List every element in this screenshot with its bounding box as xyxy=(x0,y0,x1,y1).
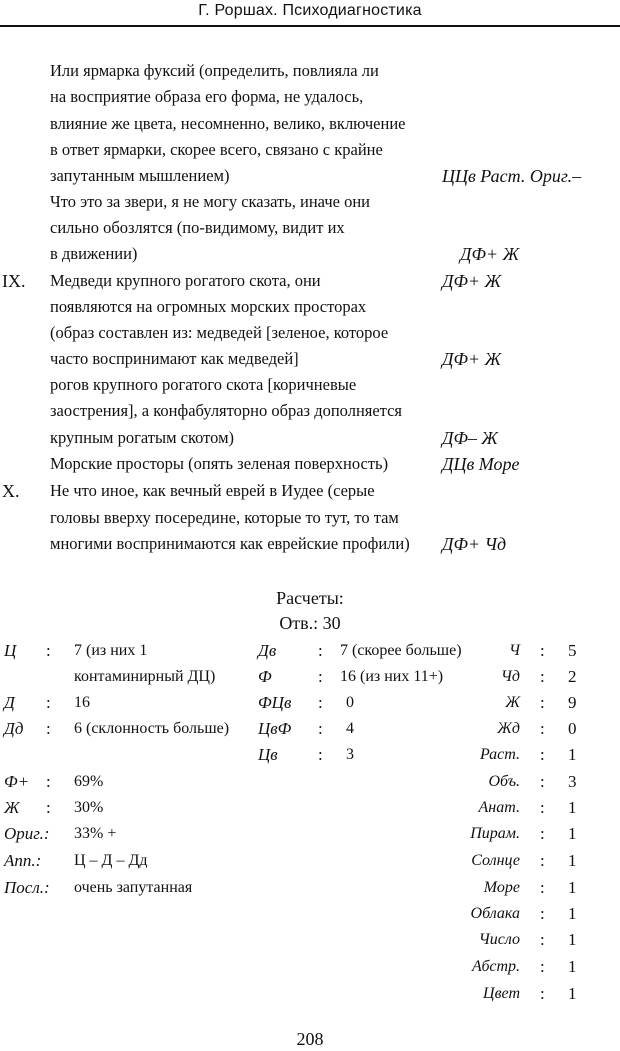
calc-value: 3 xyxy=(568,772,577,791)
calc-label: Посл.: xyxy=(4,878,50,897)
calc-label: Жд xyxy=(497,720,520,737)
calc-label: Число xyxy=(478,931,520,948)
calc-colon: : xyxy=(540,693,545,712)
calc-value: 3 xyxy=(346,746,354,763)
calc-colon: : xyxy=(318,745,323,764)
calc-value: 7 (из них 1 xyxy=(74,642,148,659)
calc-colon: : xyxy=(540,824,545,843)
calc-colon: : xyxy=(540,957,545,976)
calc-label: Апп.: xyxy=(4,851,42,870)
response-line: влияние же цвета, несомненно, велико, включение xyxy=(50,114,406,133)
calc-value: 0 xyxy=(346,694,354,711)
calc-colon: : xyxy=(540,930,545,949)
card-number: X. xyxy=(2,481,20,501)
card-number: IX. xyxy=(2,271,26,291)
calc-value: контаминирный ДЦ) xyxy=(74,668,216,685)
calc-label: Солнце xyxy=(471,852,520,869)
calc-value: 6 (склонность больше) xyxy=(74,720,230,737)
calc-value: 0 xyxy=(568,719,577,738)
calc-label: Раст. xyxy=(479,746,520,763)
calc-value: Ц – Д – Дд xyxy=(74,852,148,869)
calc-value: 5 xyxy=(568,641,577,660)
response-code: ДФ+ Ж xyxy=(442,349,502,369)
response-line: появляются на огромных морских просторах xyxy=(50,297,367,316)
calc-value: 69% xyxy=(74,773,104,790)
calc-colon: : xyxy=(540,772,545,791)
response-code: ДЦв Море xyxy=(442,454,520,474)
response-line: запутанным мышлением) xyxy=(50,166,230,185)
calc-label: ФЦв xyxy=(258,693,292,712)
page-number: 208 xyxy=(296,1029,324,1049)
calc-label: Море xyxy=(483,879,520,896)
calc-colon: : xyxy=(46,719,51,738)
response-code: ДФ– Ж xyxy=(442,428,498,448)
response-line: Не что иное, как вечный еврей в Иудее (серые xyxy=(50,481,375,500)
header-rule xyxy=(0,25,620,27)
response-line: крупным рогатым скотом) xyxy=(50,428,235,447)
calc-label: Ч xyxy=(508,642,520,659)
calc-colon: : xyxy=(540,745,545,764)
calc-value: 4 xyxy=(346,720,354,737)
response-line: (образ составлен из: медведей [зеленое, которое xyxy=(50,323,389,342)
calc-title: Расчеты: xyxy=(276,588,344,608)
calc-label: Ф+ xyxy=(4,772,30,791)
calc-value: 1 xyxy=(568,904,577,923)
response-line: многими воспринимаются как еврейские профили) xyxy=(50,534,410,553)
calc-colon: : xyxy=(540,984,545,1003)
response-line: Морские просторы (опять зеленая поверхность) xyxy=(50,454,389,473)
calc-label: Пирам. xyxy=(470,825,520,842)
calc-colon: : xyxy=(540,719,545,738)
calc-value: 9 xyxy=(568,693,577,712)
response-line: головы вверху посередине, которые то тут, то там xyxy=(50,508,399,527)
calc-colon: : xyxy=(46,641,51,660)
calc-value: 1 xyxy=(568,878,577,897)
calc-colon: : xyxy=(540,798,545,817)
calc-colon: : xyxy=(46,798,51,817)
calc-label: Чд xyxy=(500,668,520,685)
response-code: ДФ+ Чд xyxy=(442,534,507,554)
response-code: ЦЦв Раст. Ориг.– xyxy=(442,166,582,186)
response-line: Медведи крупного рогатого скота, они xyxy=(50,271,321,290)
response-line: рогов крупного рогатого скота [коричневые xyxy=(50,375,357,394)
response-code: ДФ+ Ж xyxy=(442,271,502,291)
calc-colon: : xyxy=(318,719,323,738)
calc-value: 16 (из них 11+) xyxy=(340,668,444,685)
calc-value: 1 xyxy=(568,824,577,843)
calc-colon: : xyxy=(46,772,51,791)
calc-colon: : xyxy=(318,641,323,660)
calc-value: 1 xyxy=(568,745,577,764)
calc-label: Д xyxy=(4,693,15,712)
calc-label: Анат. xyxy=(478,799,520,816)
calc-value: 7 (скорее больше) xyxy=(340,642,462,659)
calc-colon: : xyxy=(540,878,545,897)
calc-label: Цвет xyxy=(483,985,520,1002)
calc-label: Ориг.: xyxy=(4,824,50,843)
response-line: Или ярмарка фуксий (определить, повлияла ли xyxy=(50,61,379,80)
calc-value: 1 xyxy=(568,851,577,870)
calc-label: Абстр. xyxy=(471,958,520,975)
calc-colon: : xyxy=(318,667,323,686)
calc-value: 1 xyxy=(568,957,577,976)
calc-label: Облака xyxy=(470,905,520,922)
calc-label: Объ. xyxy=(488,773,520,790)
calc-label: Дв xyxy=(258,641,277,660)
response-line: в ответ ярмарки, скорее всего, связано с крайне xyxy=(50,140,383,159)
response-line: в движении) xyxy=(50,244,138,263)
calc-colon: : xyxy=(540,904,545,923)
calc-label: Ж xyxy=(4,798,20,817)
calc-label: Ц xyxy=(4,641,17,660)
calc-colon: : xyxy=(540,851,545,870)
response-line: на восприятие образа его форма, не удалось, xyxy=(50,87,364,106)
calc-colon: : xyxy=(540,641,545,660)
calc-value: 1 xyxy=(568,930,577,949)
response-line: Что это за звери, я не могу сказать, иначе они xyxy=(50,192,370,211)
calc-value: 33% + xyxy=(74,825,117,842)
calc-value: 1 xyxy=(568,798,577,817)
calc-colon: : xyxy=(318,693,323,712)
calc-label: Цв xyxy=(258,745,278,764)
calc-total: Отв.: 30 xyxy=(279,613,341,633)
calc-value: 16 xyxy=(74,694,90,711)
calc-colon: : xyxy=(46,693,51,712)
calc-label: Дд xyxy=(4,719,24,738)
calc-label: Ф xyxy=(258,667,272,686)
calc-label: ЦвФ xyxy=(258,719,292,738)
calc-value: 2 xyxy=(568,667,577,686)
calc-colon: : xyxy=(540,667,545,686)
response-code: ДФ+ Ж xyxy=(460,244,520,264)
response-line: сильно обозлятся (по-видимому, видит их xyxy=(50,218,345,237)
calc-value: очень запутанная xyxy=(74,879,193,896)
calc-value: 1 xyxy=(568,984,577,1003)
response-line: часто воспринимают как медведей] xyxy=(50,349,299,368)
response-line: заострения], а конфабуляторно образ дополняется xyxy=(50,401,403,420)
running-header: Г. Роршах. Психодиагностика xyxy=(198,2,422,19)
calc-label: Ж xyxy=(505,694,520,711)
calc-value: 30% xyxy=(74,799,104,816)
